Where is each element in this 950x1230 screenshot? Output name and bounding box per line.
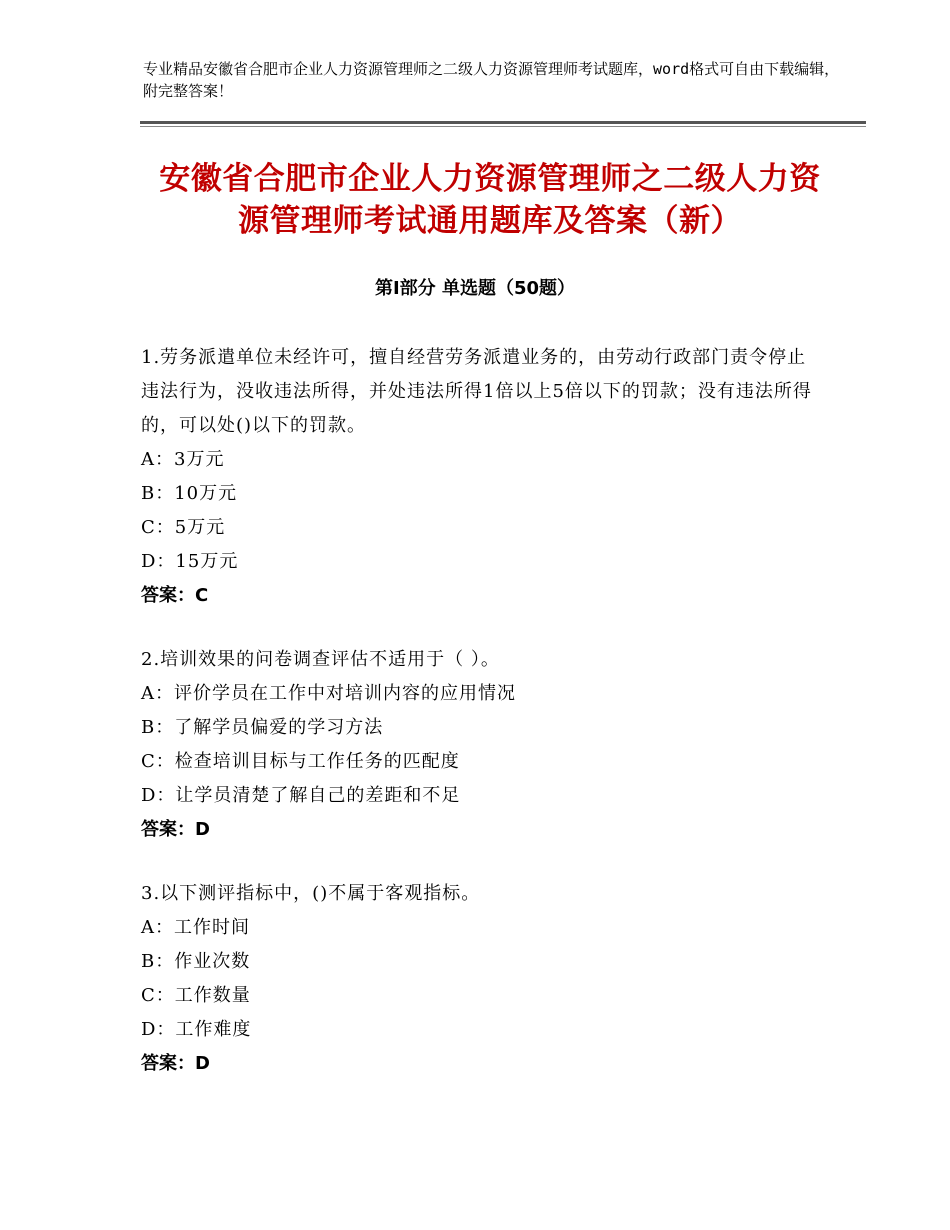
option-a: A：工作时间	[141, 917, 250, 938]
question-stem: 3.以下测评指标中，()不属于客观指标。	[141, 883, 481, 904]
option-d: D：15万元	[141, 551, 239, 572]
section-title: 第Ⅰ部分 单选题（50题）	[374, 278, 575, 299]
question-answer: 答案：C	[141, 585, 209, 606]
question-2	[141, 643, 813, 847]
option-a: A：3万元	[141, 449, 225, 470]
option-d: D：让学员清楚了解自己的差距和不足	[141, 785, 461, 806]
option-d: D：工作难度	[141, 1019, 252, 1040]
question-stem: 1.劳务派遣单位未经许可，擅自经营劳务派遣业务的，由劳动行政部门责令停止违法行为，没收违法所得，并处违法所得1倍以上5倍以下的罚款；没有违法所得的，可以处()以下的罚款。	[141, 347, 812, 436]
option-b: B：10万元	[141, 483, 238, 504]
option-a: A：评价学员在工作中对培训内容的应用情况	[141, 683, 516, 704]
header-divider-thin	[140, 126, 866, 127]
option-b: B：作业次数	[141, 951, 251, 972]
option-b: B：了解学员偏爱的学习方法	[141, 717, 384, 738]
question-answer: 答案：D	[141, 819, 210, 840]
question-stem: 2.培训效果的问卷调查评估不适用于（ ）。	[141, 649, 500, 670]
question-list	[141, 341, 813, 1111]
header-note: 专业精品安徽省合肥市企业人力资源管理师之二级人力资源管理师考试题库，word格式可自由下载编辑，附完整答案！	[143, 60, 840, 100]
header-divider	[140, 121, 866, 124]
question-answer: 答案：D	[141, 1053, 210, 1074]
option-c: C：检查培训目标与工作任务的匹配度	[141, 751, 460, 772]
document-title: 安徽省合肥市企业人力资源管理师之二级人力资源管理师考试通用题库及答案（新）	[159, 161, 821, 239]
option-c: C：工作数量	[141, 985, 251, 1006]
option-c: C：5万元	[141, 517, 226, 538]
question-3	[141, 877, 813, 1081]
question-1	[141, 341, 813, 613]
